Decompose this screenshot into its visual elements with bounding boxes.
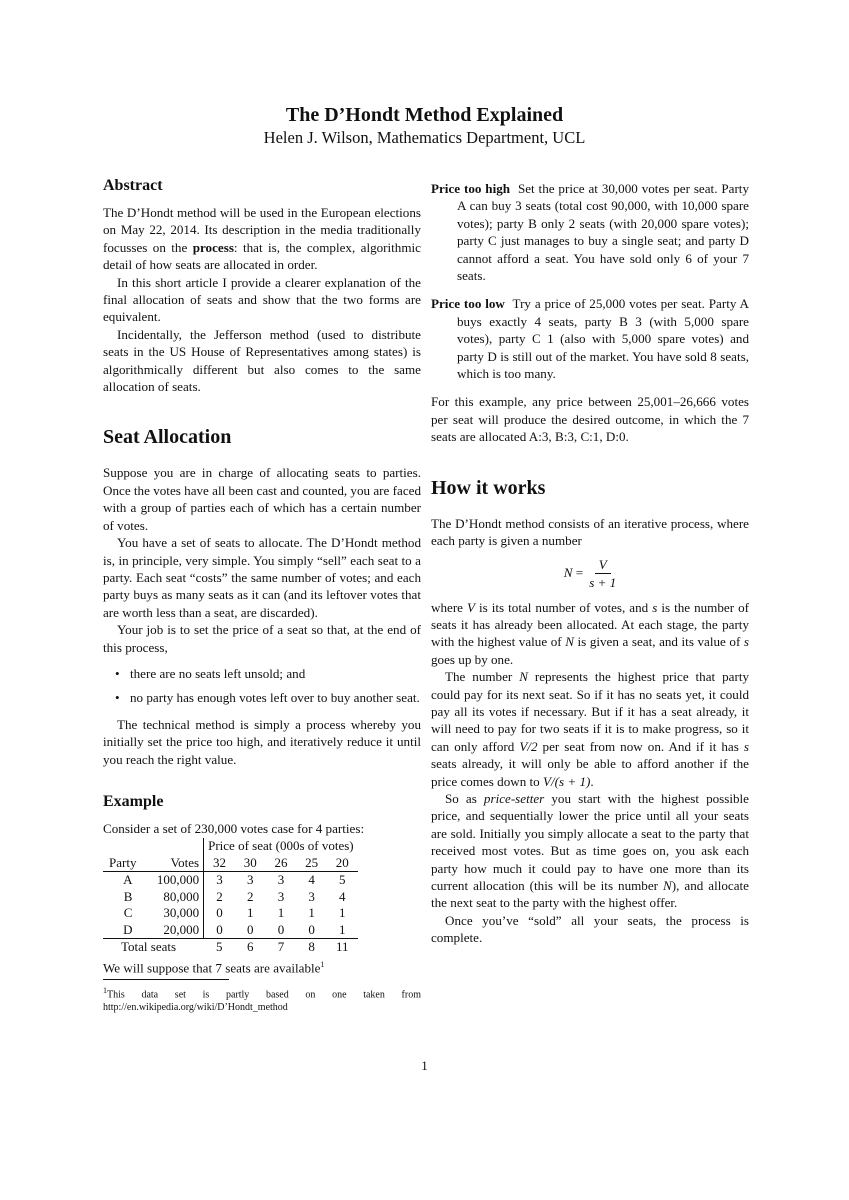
abstract-paragraph-3: Incidentally, the Jefferson method (used to distribute seats in the US House of Representatives among states) is algorithmically different but also comes to the same allocation of seats.: [103, 326, 421, 395]
paper-title: The D’Hondt Method Explained: [285, 104, 564, 126]
how-paragraph-2: where V is its total number of votes, and s is the number of seats it has already been allocated. At each stage, the party with the highest value of N is given a seat, and its value of s goes up by one.: [431, 599, 749, 667]
how-paragraph-5: Once you’ve “sold” all your seats, the process is complete.: [431, 912, 749, 946]
footnote: $^1$This data set is partly based on one taken from http://en.wikipedia.org/wiki/D’Hondt_method: [103, 985, 421, 1013]
list-item: • no party has enough votes left over to buy another seat.: [115, 690, 420, 706]
party-column-header: Party: [103, 855, 140, 872]
list-item: • there are no seats left unsold; and: [115, 665, 306, 681]
bullet-icon: •: [115, 690, 120, 706]
seat-allocation-paragraph-3: Your job is to set the price of a seat so that, at the end of this process,: [103, 622, 421, 655]
total-seats-label: Total seats: [121, 939, 177, 955]
price-column-header: 32: [204, 855, 235, 872]
left-column: [103, 176, 421, 1014]
price-too-high-label: Price too high: [431, 181, 511, 196]
price-too-low-label: Price too low: [431, 296, 505, 312]
table-row: C 30,000 0 1 1 1 1: [123, 905, 346, 921]
abstract-paragraph-2: In this short article I provide a clearer explanation of the final allocation of seats and show that the two forms are equivalent.: [103, 274, 421, 325]
seat-allocation-paragraph-2: You have a set of seats to allocate. The D’Hondt method is, in principle, very simple. You simply “sell” each seat to a party. Each seat “costs” the same number of votes; and each party buys as many seats as it can (and its leftover votes that are worth less than a seat, are discarded).: [103, 535, 421, 620]
price-too-high-item: Price too high Set the price at 30,000 votes per seat. Party A can buy 3 seats (total cost 90,000, with 10,000 spare votes); party B only 2 seats (with 20,000 spare votes); party C just manages to buy a single seat; and party D cannot afford a seat. You have sold only 6 of your 7 seats.: [431, 181, 749, 284]
price-summary: For this example, any price between 25,001–26,666 votes per seat will produce the desired outcome, in which the 7 seats are allocated A:3, B:3, C:1, D:0.: [431, 394, 749, 445]
price-header: Price of seat (000s of votes): [208, 838, 354, 854]
seat-allocation-heading: Seat Allocation: [103, 426, 232, 449]
seat-allocation-paragraph-4: The technical method is simply a process whereby you initially set the price too high, and iteratively reduce it until you reach the right value.: [103, 716, 421, 767]
footnote-marker: 1: [320, 959, 325, 969]
price-too-low-item: Price too low Try a price of 25,000 votes per seat. Party A buys exactly 4 seats, party B 3 (with 5,000 spare votes), party C 1 (also with 5,000 spare votes) and party D is still out of the market. You have sold 8 seats, which is too many.: [431, 296, 749, 382]
how-paragraph-4: So as price-setter you start with the highest possible price, and sequentially lower the price until all your seats are sold. Initially you simply allocate a seat to the party that received most votes. But as time goes on, you ask each party how much it could pay to have one more than its current allocation (this will be its number N), and allocate the next seat to the party with the highest offer.: [431, 790, 749, 911]
table-row: D 20,000 0 0 0 0 1: [103, 922, 358, 939]
right-column: [431, 180, 749, 947]
how-it-works-heading: How it works: [431, 476, 546, 499]
footnote-rule: [103, 979, 229, 980]
example-table: [103, 838, 358, 956]
seat-allocation-paragraph-1: Suppose you are in charge of allocating seats to parties. Once the votes have all been cast and counted, you are faced with a group of parties each of which has a certain number of votes.: [103, 465, 421, 533]
price-column-header: 26: [266, 855, 297, 872]
votes-column-header: Votes: [140, 855, 203, 872]
how-paragraph-1: The D’Hondt method consists of an iterative process, where each party is given a number: [431, 515, 749, 549]
table-row: A 100,000 3 3 3 4 5: [123, 872, 346, 888]
process-emphasis: process: [192, 239, 234, 255]
dhondt-equation: N = $\frac{V}{s + 1}$: [563, 556, 617, 590]
example-heading: Example: [103, 792, 164, 810]
price-column-header: 30: [235, 855, 266, 872]
example-after-text: We will suppose that 7 seats are available$^1$: [103, 959, 325, 976]
totals-row: Total seats 5 6 7 8 11: [103, 939, 358, 956]
page-number: 1: [421, 1058, 428, 1073]
conditions-list: [103, 665, 421, 707]
example-intro: Consider a set of 230,000 votes case for 4 parties:: [103, 820, 365, 836]
bullet-icon: •: [115, 665, 120, 681]
table-row: B 80,000 2 2 3 3 4: [123, 888, 346, 904]
price-column-header: 25: [296, 855, 327, 872]
how-paragraph-3: The number N represents the highest price that party could pay for its next seat. So if it has no seats yet, it could pay all its votes if necessary. But if it has a seat already, it will need to pay for two seats if it is to make progress, so it can only afford V/2 per seat from now on. And if it has s seats already, it will only be able to afford another if the price comes down to V/(s + 1).: [431, 669, 749, 789]
abstract-heading: Abstract: [103, 177, 163, 194]
price-column-header: 20: [327, 855, 358, 872]
abstract-paragraph-1: The D’Hondt method will be used in the European elections on May 22, 2014. Its description in the media traditionally focusses on the process: that is, the complex, algorithmic detail of how seats are allocated in order.: [103, 205, 421, 273]
author-line: Helen J. Wilson, Mathematics Department, UCL: [263, 128, 586, 147]
